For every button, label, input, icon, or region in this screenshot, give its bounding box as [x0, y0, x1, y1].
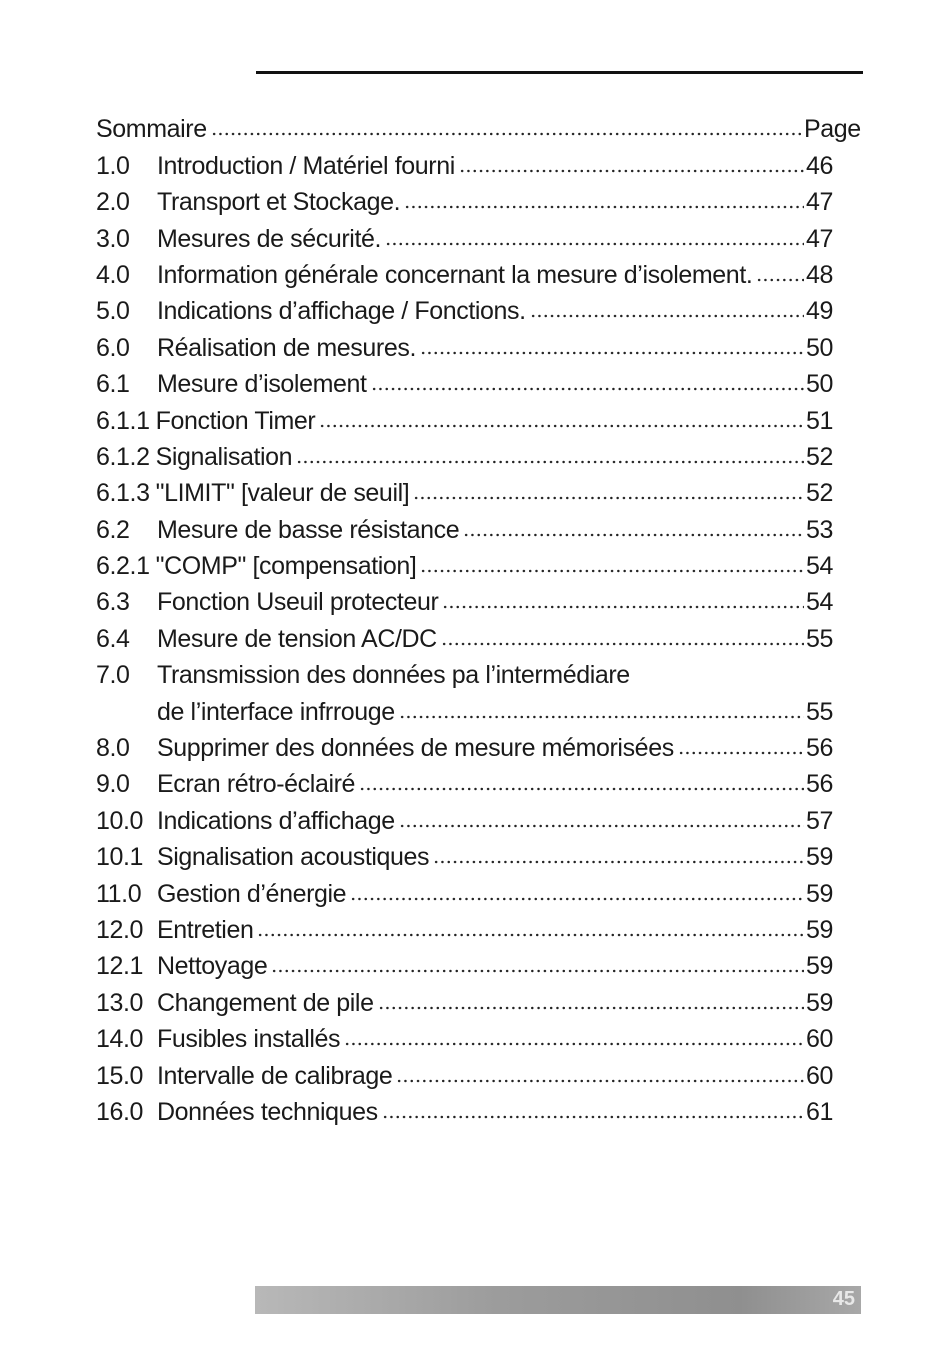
toc-entry-title: de l’interface infrrouge: [157, 697, 395, 726]
toc-entry-title: Indications d’affichage: [157, 806, 395, 835]
toc-entry: [96, 217, 860, 253]
toc-entry: [96, 909, 860, 945]
toc-entry-page: 60: [806, 1025, 834, 1054]
toc-entry-title: Fonction Useuil protecteur: [157, 588, 439, 617]
toc-entry-page: 46: [806, 151, 834, 180]
toc-entry-page: 52: [806, 442, 834, 471]
toc-entry-number: 11.0: [96, 879, 142, 908]
toc-entry-number: 14.0: [96, 1025, 144, 1054]
toc-entry-number: 13.0: [96, 988, 144, 1017]
toc-entry-number: 6.1: [96, 370, 130, 399]
top-rule: [256, 71, 863, 74]
dot-leader: [382, 1114, 804, 1120]
toc-entry-number: 10.0: [96, 806, 144, 835]
dot-leader: [396, 1078, 804, 1084]
toc-entry-page: 52: [806, 479, 834, 508]
toc-entry-page: 59: [806, 915, 834, 944]
toc-entry: [96, 981, 860, 1017]
toc-entry-number: 6.1.2: [96, 442, 150, 471]
dot-leader: [441, 641, 804, 647]
toc-entry-page: 55: [806, 697, 834, 726]
toc-entry-page: 47: [806, 188, 834, 217]
toc-entry: [96, 945, 860, 981]
dot-leader: [420, 568, 804, 574]
toc-entry: [96, 617, 860, 653]
toc-entry-title: Mesures de sécurité.: [157, 224, 382, 253]
dot-leader: [413, 495, 804, 501]
toc-entry-number: 7.0: [96, 661, 130, 690]
dot-leader: [257, 932, 804, 938]
toc-entry-title: Ecran rétro-éclairé: [157, 770, 356, 799]
toc-entry-title: Fonction Timer: [155, 406, 316, 435]
dot-leader: [211, 131, 802, 137]
dot-leader: [442, 604, 804, 610]
toc-entry-title: Mesure d’isolement: [157, 370, 367, 399]
toc-entry-page: 53: [806, 515, 834, 544]
toc-entry: [96, 436, 860, 472]
toc-entry-page: 51: [806, 406, 834, 435]
dot-leader: [359, 786, 804, 792]
toc-entry-page: 61: [806, 1097, 834, 1126]
toc-entry-number: 12.0: [96, 915, 144, 944]
dot-leader: [463, 532, 804, 538]
toc-entry-number: 6.2.1: [96, 552, 150, 581]
dot-leader: [433, 859, 804, 865]
toc-entry-page: 60: [806, 1061, 834, 1090]
dot-leader: [756, 277, 804, 283]
toc-entry: [96, 1091, 860, 1127]
toc-entry: [96, 690, 860, 726]
toc-entry: [96, 144, 860, 180]
toc-entry-number: 6.4: [96, 624, 130, 653]
toc-entry-title: Fusibles installés: [157, 1025, 341, 1054]
toc-entry-title: Introduction / Matériel fourni: [157, 151, 455, 180]
toc-entry-page: 59: [806, 843, 834, 872]
toc-entry-title: Gestion d’énergie: [157, 879, 347, 908]
page-column-label: Page: [804, 115, 861, 144]
toc-entry: [96, 254, 860, 290]
toc-entry-number: 16.0: [96, 1097, 144, 1126]
footer-bar: [255, 1286, 861, 1314]
toc-entry: [96, 181, 860, 217]
toc-entry: [96, 1018, 860, 1054]
toc-entry-number: 9.0: [96, 770, 130, 799]
toc-entry: [96, 399, 860, 435]
toc-entry-title: Mesure de tension AC/DC: [157, 624, 437, 653]
dot-leader: [459, 168, 804, 174]
toc-entry-page: 57: [806, 806, 834, 835]
toc-entry: [96, 763, 860, 799]
dot-leader: [399, 714, 804, 720]
toc-entry: [96, 1054, 860, 1090]
toc-entry-title: "LIMIT" [valeur de seuil]: [155, 479, 410, 508]
toc-entry-page: 50: [806, 333, 834, 362]
toc-entry-page: 47: [806, 224, 834, 253]
toc-entry: [96, 581, 860, 617]
toc-entry-title: Entretien: [157, 915, 254, 944]
footer-page-number: 45: [832, 1288, 855, 1310]
toc-entry-title: Information générale concernant la mesure d’isolement.: [157, 260, 753, 289]
toc-entry-number: 6.2: [96, 515, 130, 544]
toc-entry-number: 8.0: [96, 734, 130, 763]
dot-leader: [385, 241, 804, 247]
table-of-contents: [96, 108, 860, 1127]
toc-header: [96, 108, 860, 144]
toc-entry-number: 12.1: [96, 952, 144, 981]
toc-entry: [96, 508, 860, 544]
dot-leader: [404, 204, 804, 210]
toc-entry: [96, 363, 860, 399]
toc-entry-title: Changement de pile: [157, 988, 374, 1017]
toc-entry-title: Nettoyage: [157, 952, 268, 981]
toc-entry: [96, 654, 860, 690]
toc-entry-title: Données techniques: [157, 1097, 378, 1126]
dot-leader: [319, 423, 804, 429]
toc-entry-title: Transport et Stockage.: [157, 188, 401, 217]
toc-entry-number: 4.0: [96, 260, 130, 289]
toc-entry-page: 59: [806, 879, 834, 908]
dot-leader: [344, 1041, 804, 1047]
toc-entry: [96, 472, 860, 508]
toc-entry-title: "COMP" [compensation]: [155, 552, 417, 581]
toc-entry-page: 54: [806, 588, 834, 617]
toc-entry-title: Réalisation de mesures.: [157, 333, 416, 362]
toc-entry-page: 55: [806, 624, 834, 653]
dot-leader: [530, 313, 804, 319]
toc-entry-number: 3.0: [96, 224, 130, 253]
dot-leader: [271, 968, 804, 974]
dot-leader: [678, 750, 804, 756]
toc-entry: [96, 326, 860, 362]
toc-entry: [96, 727, 860, 763]
dot-leader: [371, 386, 804, 392]
dot-leader: [296, 459, 804, 465]
toc-entry-number: 6.1.3: [96, 479, 150, 508]
toc-heading: Sommaire: [96, 115, 207, 144]
toc-entry-number: 10.1: [96, 843, 144, 872]
toc-entry-number: 6.0: [96, 333, 130, 362]
dot-leader: [420, 350, 804, 356]
dot-leader: [350, 896, 804, 902]
dot-leader: [378, 1005, 804, 1011]
toc-entry-title: Indications d’affichage / Fonctions.: [157, 297, 526, 326]
toc-entry-title: Signalisation acoustiques: [157, 843, 430, 872]
toc-entry-number: 5.0: [96, 297, 130, 326]
dot-leader: [399, 823, 804, 829]
toc-entry: [96, 290, 860, 326]
toc-entry-title: Supprimer des données de mesure mémorisées: [157, 734, 674, 763]
toc-entry-page: 56: [806, 734, 834, 763]
toc-entry: [96, 872, 860, 908]
toc-entry-title: Transmission des données pa l’intermédiare: [157, 661, 630, 690]
toc-entry-number: 15.0: [96, 1061, 144, 1090]
toc-entry: [96, 545, 860, 581]
toc-entry-page: 49: [806, 297, 834, 326]
toc-entry-page: 50: [806, 370, 834, 399]
toc-entry-page: 48: [806, 260, 834, 289]
toc-entry-number: 6.3: [96, 588, 130, 617]
toc-entry-page: 54: [806, 552, 834, 581]
toc-entry-title: Intervalle de calibrage: [157, 1061, 393, 1090]
toc-entry-title: Signalisation: [155, 442, 293, 471]
toc-entry-page: 59: [806, 988, 834, 1017]
toc-entry-title: Mesure de basse résistance: [157, 515, 460, 544]
toc-entry-page: 59: [806, 952, 834, 981]
toc-entry-page: 56: [806, 770, 834, 799]
toc-entry-number: 2.0: [96, 188, 130, 217]
toc-entry-number: 6.1.1: [96, 406, 150, 435]
toc-entry: [96, 799, 860, 835]
toc-entry: [96, 836, 860, 872]
toc-entry-number: 1.0: [96, 151, 130, 180]
